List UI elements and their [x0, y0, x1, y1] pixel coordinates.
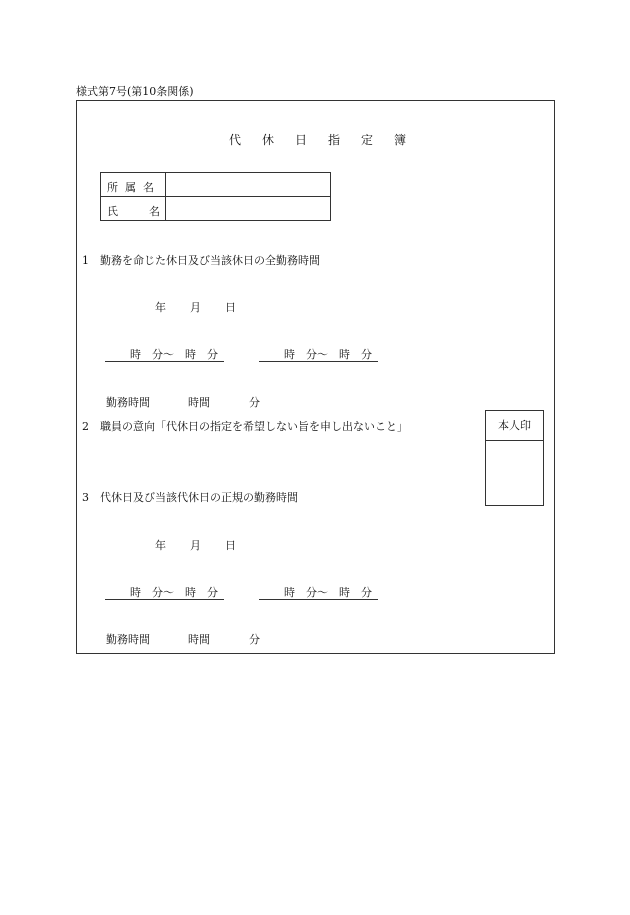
section1-date-year: 年	[155, 301, 166, 314]
section1-date-day: 日	[225, 301, 236, 314]
section3-time-range-1: 時 分～ 時 分	[105, 587, 224, 600]
affiliation-row	[101, 173, 330, 197]
name-label: 氏名	[101, 197, 166, 221]
info-table	[100, 172, 331, 221]
section1-date-month: 月	[190, 301, 201, 314]
section3-date-year: 年	[155, 539, 166, 552]
section3-work-hours-minutes: 分	[249, 633, 260, 646]
personal-seal-area[interactable]	[486, 441, 543, 505]
section3-date-month: 月	[190, 539, 201, 552]
form-title: 代休日指定簿	[229, 133, 428, 147]
affiliation-field[interactable]	[166, 173, 330, 196]
name-field[interactable]	[166, 197, 330, 221]
section2-heading: 2 職員の意向「代休日の指定を希望しない旨を申し出ないこと」	[82, 420, 408, 433]
section3-heading: 3 代休日及び当該代休日の正規の勤務時間	[82, 491, 298, 504]
section3-date-day: 日	[225, 539, 236, 552]
personal-seal-label: 本人印	[486, 411, 543, 441]
personal-seal-box	[485, 410, 544, 506]
section1-work-hours-label: 勤務時間	[106, 396, 150, 409]
section3-work-hours-label: 勤務時間	[106, 633, 150, 646]
affiliation-label: 所属名	[101, 173, 166, 196]
section1-heading: 1 勤務を命じた休日及び当該休日の全勤務時間	[82, 254, 320, 267]
name-row	[101, 197, 330, 221]
form-number: 様式第7号(第10条関係)	[76, 85, 194, 98]
section1-time-range-2: 時 分～ 時 分	[259, 349, 378, 362]
section3-work-hours-hours: 時間	[188, 633, 210, 646]
section3-time-range-2: 時 分～ 時 分	[259, 587, 378, 600]
section1-work-hours-minutes: 分	[249, 396, 260, 409]
section1-time-range-1: 時 分～ 時 分	[105, 349, 224, 362]
section1-work-hours-hours: 時間	[188, 396, 210, 409]
